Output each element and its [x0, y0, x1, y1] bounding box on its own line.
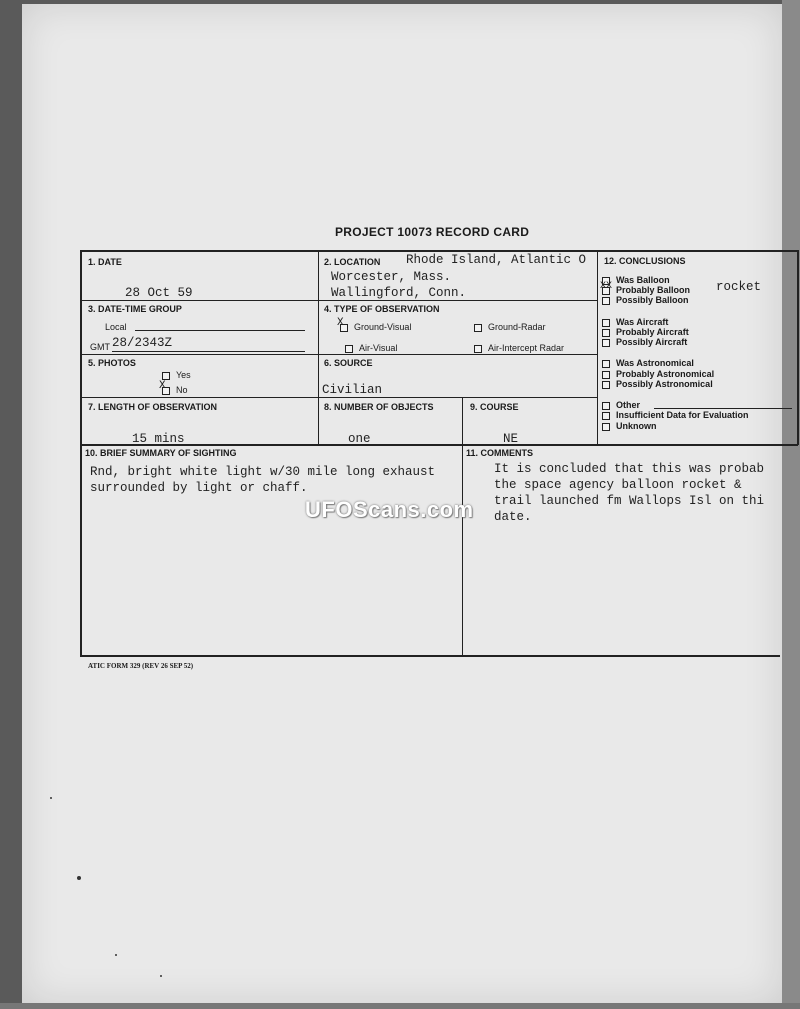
- conclusion-was-aircraft: Was Aircraft: [602, 317, 668, 327]
- length-value: 15 mins: [132, 432, 185, 446]
- comments-line2: the space agency balloon rocket &: [494, 478, 742, 492]
- checkbox: [602, 319, 610, 327]
- conclusion-probably-balloon: Probably Balloon: [602, 285, 690, 295]
- checkbox: [602, 381, 610, 389]
- checkbox: [602, 371, 610, 379]
- comments-line4: date.: [494, 510, 532, 524]
- conclusion-possibly-astronomical: Possibly Astronomical: [602, 379, 713, 389]
- checkbox: [602, 412, 610, 420]
- conclusion-insufficient: Insufficient Data for Evaluation: [602, 410, 749, 420]
- length-label: 7. LENGTH OF OBSERVATION: [88, 402, 218, 412]
- course-value: NE: [503, 432, 519, 446]
- summary-line1: Rnd, bright white light w/30 mile long exhaust: [90, 465, 436, 479]
- conclusion-unknown: Unknown: [602, 421, 657, 431]
- scan-bottom-shadow: [0, 1003, 800, 1009]
- photos-no-option: No: [162, 385, 188, 395]
- checkbox: [602, 297, 610, 305]
- summary-line2: surrounded by light or chaff.: [90, 481, 308, 495]
- comments-line3: trail launched fm Wallops Isl on thi: [494, 494, 765, 508]
- date-value: 28 Oct 59: [125, 286, 193, 300]
- scan-speck: [160, 975, 162, 977]
- source-label: 6. SOURCE: [324, 358, 373, 368]
- checkbox: [474, 345, 482, 353]
- form-number: ATIC FORM 329 (REV 26 SEP 52): [88, 662, 194, 670]
- source-value: Civilian: [322, 383, 383, 397]
- ground-radar-option: Ground-Radar: [474, 322, 546, 332]
- gmt-label: GMT: [90, 342, 110, 352]
- photos-label: 5. PHOTOS: [88, 358, 136, 368]
- photos-yes-option: Yes: [162, 370, 191, 380]
- comments-line1: It is concluded that this was probab: [494, 462, 765, 476]
- checkbox: [345, 345, 353, 353]
- photos-no-mark: X: [159, 380, 166, 392]
- checkbox: [162, 372, 170, 380]
- checkbox: [602, 402, 610, 410]
- probably-balloon-mark: XX: [600, 281, 613, 292]
- checkbox: [474, 324, 482, 332]
- air-intercept-option: Air-Intercept Radar: [474, 343, 564, 353]
- number-objects-label: 8. NUMBER OF OBJECTS: [324, 402, 434, 412]
- checkbox: [602, 360, 610, 368]
- conclusions-label: 12. CONCLUSIONS: [604, 256, 686, 266]
- air-visual-option: Air-Visual: [345, 343, 397, 353]
- watermark: UFOScans.com: [305, 497, 474, 522]
- observation-type-label: 4. TYPE OF OBSERVATION: [324, 304, 440, 314]
- scan-speck: [50, 797, 52, 799]
- number-objects-value: one: [348, 432, 371, 446]
- scan-speck: [77, 876, 81, 880]
- conclusion-was-balloon: Was Balloon: [602, 275, 670, 285]
- location-label: 2. LOCATION: [324, 257, 381, 267]
- course-label: 9. COURSE: [470, 402, 519, 412]
- conclusion-was-astronomical: Was Astronomical: [602, 358, 694, 368]
- scan-edge-shadow: [782, 0, 800, 1009]
- conclusion-probably-astronomical: Probably Astronomical: [602, 369, 714, 379]
- local-label: Local: [105, 322, 127, 332]
- probably-balloon-typed: rocket: [716, 280, 762, 294]
- scan-speck: [115, 954, 117, 956]
- location-line3: Wallingford, Conn.: [331, 286, 467, 300]
- conclusion-probably-aircraft: Probably Aircraft: [602, 327, 689, 337]
- checkbox: [602, 339, 610, 347]
- location-line1: Rhode Island, Atlantic O: [406, 253, 587, 267]
- ground-visual-option: Ground-Visual: [340, 322, 411, 332]
- date-time-group-label: 3. DATE-TIME GROUP: [88, 304, 182, 314]
- conclusion-possibly-aircraft: Possibly Aircraft: [602, 337, 687, 347]
- conclusion-possibly-balloon: Possibly Balloon: [602, 295, 689, 305]
- conclusion-other: Other: [602, 400, 640, 410]
- gmt-value: 28/2343Z: [112, 336, 173, 350]
- summary-label: 10. BRIEF SUMMARY OF SIGHTING: [85, 448, 237, 458]
- card-title: PROJECT 10073 RECORD CARD: [335, 225, 530, 239]
- date-label: 1. DATE: [88, 257, 122, 267]
- ground-visual-mark: X: [337, 317, 344, 329]
- location-line2: Worcester, Mass.: [331, 270, 452, 284]
- checkbox: [602, 329, 610, 337]
- comments-label: 11. COMMENTS: [466, 448, 534, 458]
- checkbox: [602, 423, 610, 431]
